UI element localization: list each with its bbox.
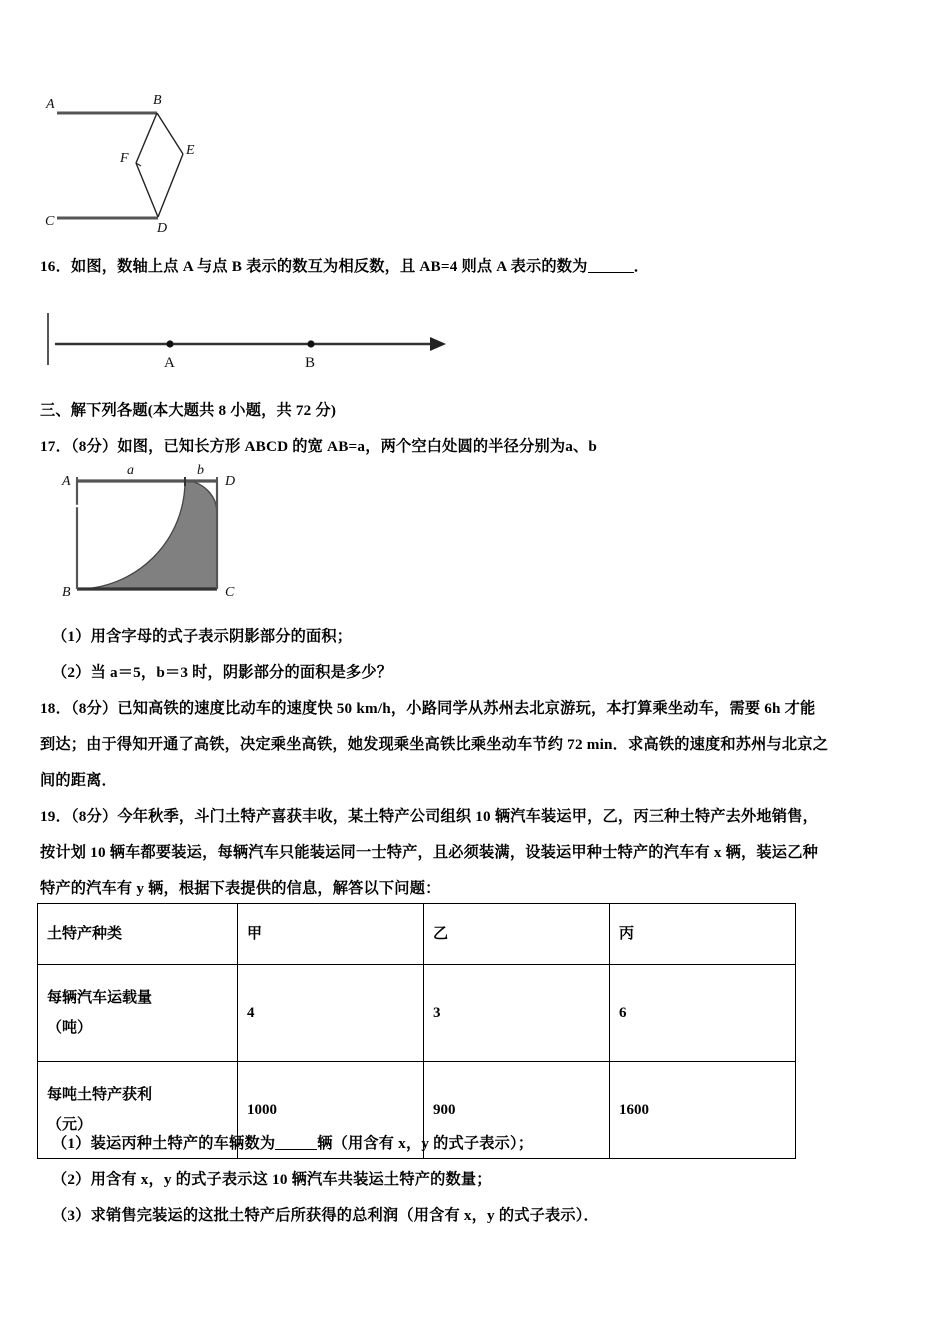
table-cell-r0-c2: 3	[424, 965, 610, 1062]
figure-label-B: B	[153, 93, 162, 108]
figure-label-F: F	[120, 151, 129, 166]
row-label-line2: （吨）	[47, 1020, 93, 1036]
question-18-text-1: 已知高铁的速度比动车的速度快 50 km/h，小路同学从苏州去北京游玩，本打算乘坐动车，需要 6h 才能	[117, 700, 816, 717]
parallel-lines-rhombus-figure	[40, 70, 300, 245]
segment-ED	[158, 154, 183, 217]
figure-label-E: E	[186, 143, 195, 158]
segment-DF	[136, 163, 158, 217]
question-17-number: 17．	[40, 438, 71, 455]
table-header-row	[38, 904, 796, 965]
number-line-point-A	[166, 340, 173, 347]
question-19-score: （8分）	[70, 808, 118, 825]
table-header-cell-0: 土特产种类	[38, 904, 238, 965]
table-cell-r0-c3: 6	[610, 965, 796, 1062]
question-16-text	[40, 249, 649, 285]
number-line-label-B: B	[305, 355, 316, 371]
number-line-arrowhead	[430, 337, 446, 351]
question-18-line-1	[40, 691, 815, 727]
question-19-sub-1-before: （1）装运丙种土特产的车辆数为	[52, 1135, 276, 1152]
rectangle-quarter-circles-figure	[45, 460, 275, 605]
question-18-number: 18．	[40, 700, 71, 717]
figure-17-label-a: a	[127, 463, 134, 478]
question-16-tail: ．	[633, 258, 649, 275]
row-label-line2: （元）	[47, 1117, 93, 1133]
table-header-cell-1: 甲	[238, 904, 424, 965]
table-cell-r1-c1: 1000	[238, 1062, 424, 1159]
question-16-number: 16．	[40, 258, 71, 275]
number-line-label-A: A	[164, 355, 175, 371]
answer-blank-19-1[interactable]	[275, 1149, 317, 1150]
question-19-line-3: 特产的汽车有 y 辆，根据下表提供的信息，解答以下问题：	[40, 880, 441, 897]
question-19-text-1: 今年秋季，斗门土特产喜获丰收，某土特产公司组织 10 辆汽车装运甲，乙，丙三种土特产去外地销售，	[117, 808, 818, 825]
question-16-stem: 如图，数轴上点 A 与点 B 表示的数互为相反数，且 AB=4 则点 A 表示的数为	[70, 258, 588, 275]
specialty-products-table	[37, 903, 723, 1159]
question-19-number: 19．	[40, 808, 71, 825]
question-19-line-2: 按计划 10 辆车都要装运，每辆汽车只能装运同一士特产，且必须装满，设装运甲种士特产的汽车有 x 辆，装运乙种	[40, 844, 818, 861]
question-18-score: （8分）	[70, 700, 118, 717]
table-cell-r1-c2: 900	[424, 1062, 610, 1159]
row-label-line1: 每吨土特产获利	[47, 1087, 153, 1103]
table-cell-r0-c1: 4	[238, 965, 424, 1062]
table-header-cell-3: 丙	[610, 904, 796, 965]
question-18-line-3: 间的距离．	[40, 772, 117, 789]
number-line-point-B	[307, 340, 314, 347]
figure-label-D: D	[157, 221, 168, 236]
figure-17-label-B: B	[62, 585, 71, 600]
row-label-line1: 每辆汽车运载量	[47, 990, 153, 1006]
section-3-heading: 三、解下列各题(本大题共 8 小题，共 72 分)	[40, 402, 337, 419]
question-19-line-1	[40, 799, 818, 835]
question-17-sub-1: （1）用含字母的式子表示阴影部分的面积；	[52, 628, 353, 645]
table-cell-r1-c3: 1600	[610, 1062, 796, 1159]
table-header-cell-2: 乙	[424, 904, 610, 965]
question-19-sub-1	[52, 1126, 533, 1162]
figure-17-label-D: D	[225, 474, 236, 489]
question-19-sub-1-after: 辆（用含有 x，y 的式子表示）；	[317, 1135, 534, 1152]
table-row	[38, 965, 796, 1062]
question-18-line-2: 到达；由于得知开通了高铁，决定乘坐高铁，她发现乘坐高铁比乘坐动车节约 72 min．求高铁的速度和苏州与北京之	[40, 736, 829, 753]
question-17-stem: 如图，已知长方形 ABCD 的宽 AB=a，两个空白处圆的半径分别为a、b	[117, 438, 598, 455]
table-row-label-0	[38, 965, 238, 1062]
segment-BE	[157, 113, 183, 154]
question-19-sub-3: （3）求销售完装运的这批土特产后所获得的总利润（用含有 x，y 的式子表示）．	[52, 1207, 599, 1224]
figure-17-label-b: b	[197, 463, 204, 478]
question-17-sub-2: （2）当 a＝5，b＝3 时，阴影部分的面积是多少？	[52, 664, 393, 681]
segment-FB	[136, 113, 157, 163]
figure-17-label-C: C	[225, 585, 235, 600]
shaded-area	[77, 481, 217, 589]
question-17-score: （8分）	[70, 438, 118, 455]
figure-label-A: A	[46, 97, 55, 112]
figure-label-C: C	[45, 214, 55, 229]
answer-blank-16[interactable]	[588, 272, 634, 273]
number-line-figure	[40, 300, 460, 375]
figure-17-label-A: A	[62, 474, 71, 489]
question-19-sub-2: （2）用含有 x，y 的式子表示这 10 辆汽车共装运土特产的数量；	[52, 1171, 492, 1188]
